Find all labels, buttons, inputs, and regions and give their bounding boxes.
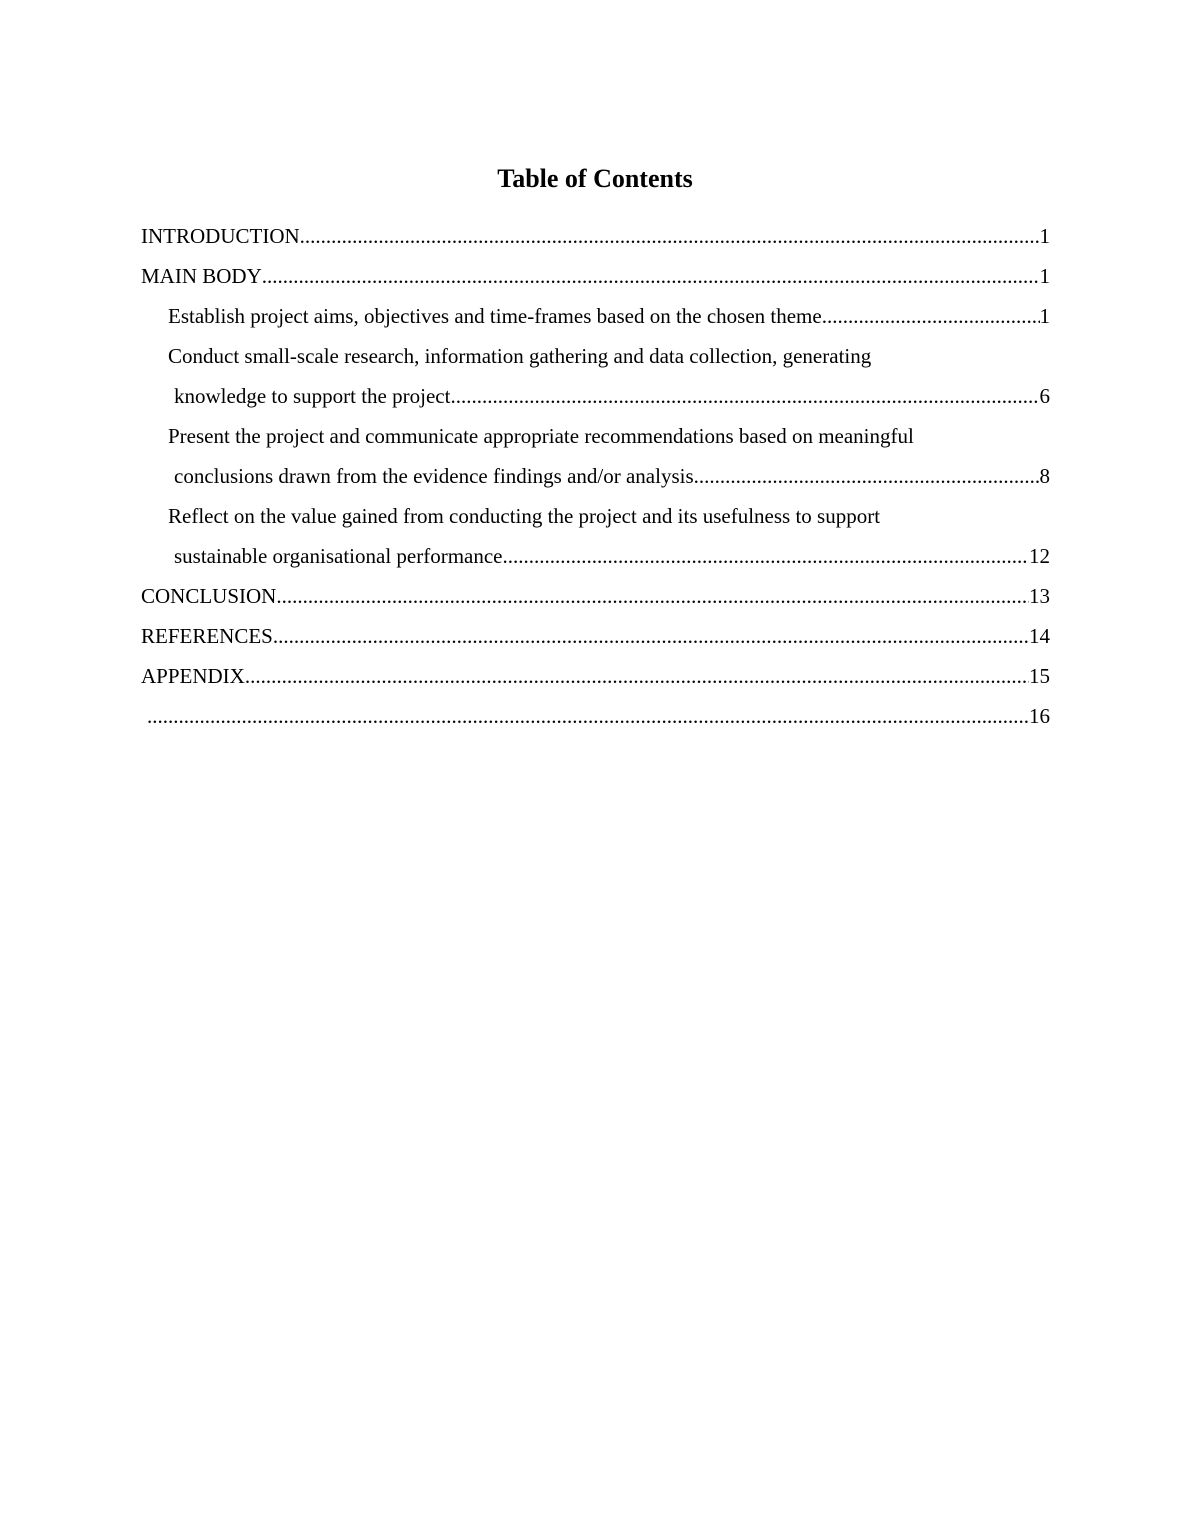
toc-page-number: 15: [1029, 664, 1050, 688]
toc-entry-text: APPENDIX: [141, 664, 245, 688]
dot-leader: [822, 296, 1040, 336]
dot-leader: [503, 536, 1030, 576]
dot-leader: [276, 576, 1029, 616]
toc-entry-appendix[interactable]: [141, 656, 1050, 696]
toc-title: Table of Contents: [497, 164, 693, 193]
toc-entry-text-line2: sustainable organisational performance: [174, 544, 503, 568]
toc-entry-text: INTRODUCTION: [141, 224, 300, 248]
toc-entry-reflect-value[interactable]: [141, 496, 1050, 536]
toc-page-number: 1: [1039, 224, 1050, 248]
toc-entry-references[interactable]: [141, 616, 1050, 656]
dot-leader: [450, 376, 1039, 416]
toc-entry-text: CONCLUSION: [141, 584, 277, 608]
toc-entry-text-line1: Conduct small-scale research, information gathering and data collection, generating: [168, 344, 872, 368]
toc-entry-text-line1: Reflect on the value gained from conducting the project and its usefulness to support: [168, 504, 881, 528]
toc-page-number: 12: [1029, 544, 1050, 568]
toc-entry-text-line2: conclusions drawn from the evidence findings and/or analysis: [174, 464, 694, 488]
dot-leader: [694, 456, 1040, 496]
toc-entry-untitled[interactable]: [141, 696, 1050, 736]
toc-page-number: 14: [1029, 624, 1050, 648]
toc-entry-conduct-research-cont[interactable]: [141, 376, 1050, 416]
toc-entry-text-line1: Present the project and communicate appropriate recommendations based on meaningful: [168, 424, 914, 448]
dot-leader: [147, 696, 1029, 736]
dot-leader: [300, 216, 1040, 256]
dot-leader: [245, 656, 1029, 696]
toc-page-number: 6: [1039, 384, 1050, 408]
dot-leader: [273, 616, 1029, 656]
toc-page-number: 13: [1029, 584, 1050, 608]
toc-entry-text: REFERENCES: [141, 624, 273, 648]
toc-list: [141, 216, 1050, 736]
toc-page-number: 8: [1039, 464, 1050, 488]
toc-entry-text: Establish project aims, objectives and time-frames based on the chosen theme: [168, 304, 822, 328]
toc-entry-main-body[interactable]: [141, 256, 1050, 296]
toc-page-number: 1: [1039, 264, 1050, 288]
toc-entry-establish-aims[interactable]: [141, 296, 1050, 336]
toc-entry-conclusion[interactable]: [141, 576, 1050, 616]
toc-entry-text-line2: knowledge to support the project: [174, 384, 451, 408]
toc-entry-present-project-cont[interactable]: [141, 456, 1050, 496]
toc-page-number: 16: [1029, 704, 1050, 728]
toc-entry-present-project[interactable]: [141, 416, 1050, 456]
toc-entry-conduct-research[interactable]: [141, 336, 1050, 376]
toc-entry-introduction[interactable]: [141, 216, 1050, 256]
dot-leader: [262, 256, 1040, 296]
toc-entry-text: MAIN BODY: [141, 264, 262, 288]
toc-page-number: 1: [1039, 304, 1050, 328]
toc-entry-reflect-value-cont[interactable]: [141, 536, 1050, 576]
